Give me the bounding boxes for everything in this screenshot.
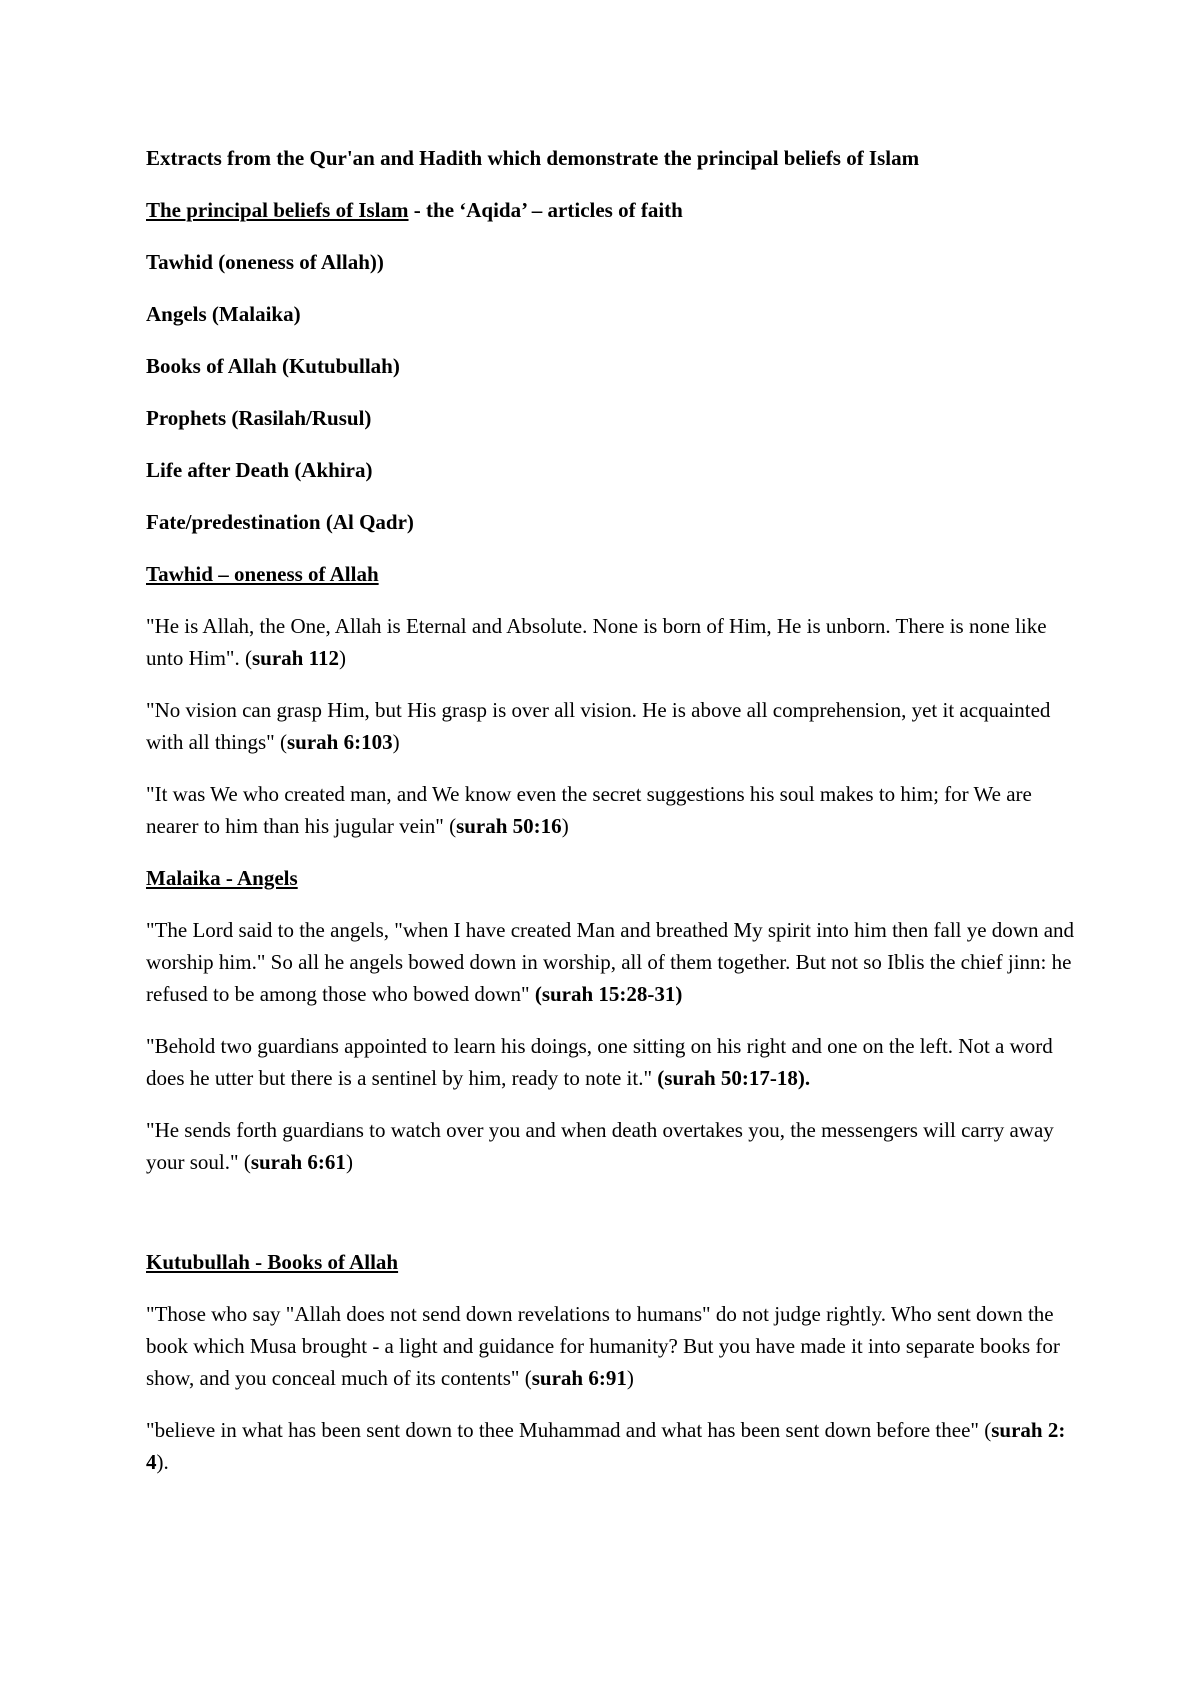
quote-paren: ) [561, 814, 569, 838]
quote-paren: ( [524, 1366, 532, 1390]
quote-paren: ) [392, 730, 400, 754]
quote [146, 1114, 1076, 1178]
belief-item: Fate/predestination (Al Qadr) [146, 510, 414, 534]
quote-citation: surah 50:16 [456, 814, 562, 838]
quote-text: "The Lord said to the angels, "when I have created Man and breathed My spirit into him then fall ye down and worship him." So all he angels bowed down in worship, all of them together. But not so Iblis the chief jinn: he refused to be among those who bowed down" [146, 918, 1075, 1006]
quote-paren: ( [243, 1150, 251, 1174]
quote-paren: ). [156, 1450, 169, 1474]
quote [146, 914, 1076, 1010]
subheading-underlined: The principal beliefs of Islam [146, 198, 409, 222]
quote-paren: ) [338, 646, 346, 670]
quote-paren: ( [245, 646, 252, 670]
belief-item: Books of Allah (Kutubullah) [146, 354, 400, 378]
quote-text: "It was We who created man, and We know even the secret suggestions his soul makes to him; for We are nearer to him than his jugular vein" [146, 782, 1032, 838]
belief-item: Prophets (Rasilah/Rusul) [146, 406, 372, 430]
subheading-separator: - [408, 198, 427, 222]
quote-citation: surah 6:91 [531, 1366, 627, 1390]
quote-text: "He sends forth guardians to watch over you and when death overtakes you, the messengers will carry away your soul." [146, 1118, 1054, 1174]
quote-text: "Those who say "Allah does not send down revelations to humans" do not judge rightly. Who sent down the book which Musa brought - a light and guidance for humanity? But you have made it into separate books for show, and you conceal much of its contents" [146, 1302, 1060, 1390]
belief-item: Angels (Malaika) [146, 302, 301, 326]
quote-paren: ( [984, 1418, 992, 1442]
quote [146, 778, 1076, 842]
quote-text: "He is Allah, the One, Allah is Eternal and Absolute. None is born of Him, He is unborn. There is none like unto Him". [146, 614, 1047, 670]
quote-citation: surah 2: 4 [146, 1418, 1066, 1474]
belief-item: Life after Death (Akhira) [146, 458, 373, 482]
quote-paren: ( [280, 730, 287, 754]
subheading [146, 194, 1076, 226]
section-heading-malaika: Malaika - Angels [146, 866, 298, 890]
quote [146, 610, 1076, 674]
quote-paren: ( [449, 814, 457, 838]
quote-text: "No vision can grasp Him, but His grasp is over all vision. He is above all comprehension, yet it acquainted with all things" [146, 698, 1051, 754]
quote-paren: ) [626, 1366, 634, 1390]
quote-text: "believe in what has been sent down to thee Muhammad and what has been sent down before thee" [146, 1418, 985, 1442]
quote-citation: surah 6:103 [287, 730, 393, 754]
quote-citation: surah 6:61 [250, 1150, 346, 1174]
quote [146, 1030, 1076, 1094]
quote-citation: surah 112 [252, 646, 339, 670]
quote [146, 1414, 1076, 1478]
spacer [146, 1198, 1076, 1246]
quote [146, 1298, 1076, 1394]
quote-citation: (surah 50:17-18). [657, 1066, 811, 1090]
quote-citation: (surah 15:28-31) [534, 982, 683, 1006]
quote-paren: ) [345, 1150, 353, 1174]
quote-text: "Behold two guardians appointed to learn his doings, one sitting on his right and one on the left. Not a word does he utter but there is a sentinel by him, ready to note it." [146, 1034, 1053, 1090]
document-title: Extracts from the Qur'an and Hadith which demonstrate the principal beliefs of Islam [146, 146, 920, 170]
subheading-rest: the ‘Aqida’ – articles of faith [426, 198, 683, 222]
document-page [146, 142, 1076, 1498]
section-heading-tawhid: Tawhid – oneness of Allah [146, 562, 379, 586]
quote [146, 694, 1076, 758]
section-heading-kutubullah: Kutubullah - Books of Allah [146, 1250, 399, 1274]
belief-item: Tawhid (oneness of Allah)) [146, 250, 384, 274]
